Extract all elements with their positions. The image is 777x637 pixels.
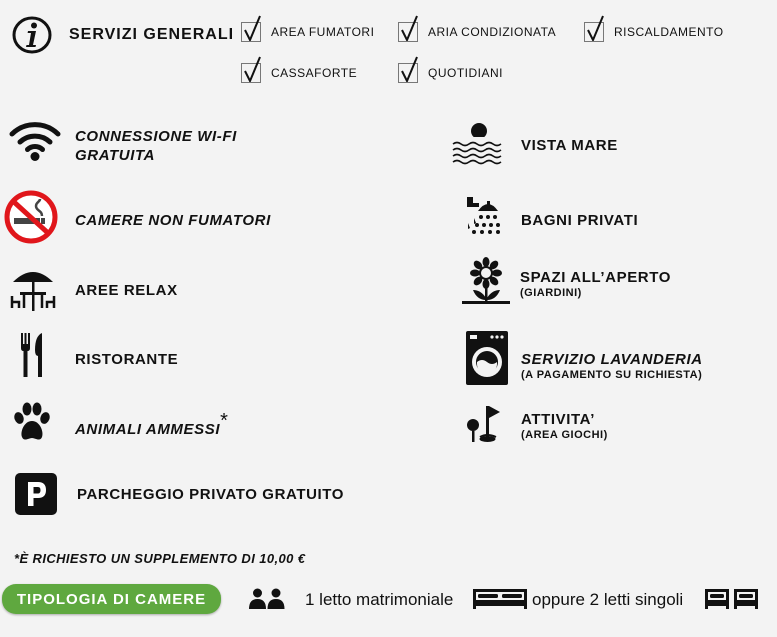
shower-icon xyxy=(464,195,506,235)
supplement-note: *È RICHIESTO UN SUPPLEMENTO DI 10,00 € xyxy=(14,551,306,566)
checkbox-checked-icon xyxy=(241,63,261,83)
check-quotidiani xyxy=(398,63,503,83)
general-services-title: SERVIZI GENERALI xyxy=(69,26,235,43)
double-bed-text: 1 letto matrimoniale xyxy=(305,590,454,609)
feature-outdoor-spaces: SPAZI ALL’APERTO (GIARDINI) xyxy=(520,269,672,299)
single-beds-text: oppure 2 letti singoli xyxy=(532,590,684,609)
feature-non-smoking: CAMERE NON FUMATORI xyxy=(75,212,271,229)
room-types-badge: TIPOLOGIA DI CAMERE xyxy=(2,584,221,614)
check-cassaforte xyxy=(241,63,357,83)
two-persons-icon xyxy=(249,588,285,610)
feature-sea-view: VISTA MARE xyxy=(521,137,618,154)
double-bed-icon xyxy=(472,588,528,610)
checkbox-checked-icon xyxy=(398,63,418,83)
check-label: AREA FUMATORI xyxy=(271,25,375,39)
checkbox-checked-icon xyxy=(398,22,418,42)
no-smoking-icon xyxy=(4,190,58,244)
single-bed-icon xyxy=(704,588,730,610)
footnote-asterisk: * xyxy=(220,410,229,432)
checkbox-checked-icon xyxy=(584,22,604,42)
feature-relax: AREE RELAX xyxy=(75,282,178,299)
check-label: ARIA CONDIZIONATA xyxy=(428,25,557,39)
check-aria-condizionata xyxy=(398,22,556,42)
info-icon xyxy=(12,16,52,54)
feature-pets: ANIMALI AMMESSI* xyxy=(75,410,229,438)
feature-wifi: CONNESSIONE WI-FI GRATUITA xyxy=(75,128,237,164)
feature-private-bathrooms: BAGNI PRIVATI xyxy=(521,212,639,229)
relax-umbrella-icon xyxy=(10,268,56,312)
feature-laundry: SERVIZIO LAVANDERIA (A PAGAMENTO SU RICHIESTA) xyxy=(521,351,703,381)
single-bed-icon xyxy=(733,588,759,610)
flower-icon xyxy=(461,256,511,306)
check-label: CASSAFORTE xyxy=(271,66,358,80)
feature-activities: ATTIVITA’ (AREA GIOCHI) xyxy=(521,411,608,441)
paw-icon xyxy=(13,402,51,442)
washing-machine-icon xyxy=(466,331,508,385)
check-label: RISCALDAMENTO xyxy=(614,25,724,39)
feature-restaurant: RISTORANTE xyxy=(75,351,179,368)
sea-view-icon xyxy=(451,121,507,165)
parking-icon xyxy=(15,473,57,515)
checkbox-checked-icon xyxy=(241,22,261,42)
check-label: QUOTIDIANI xyxy=(428,66,504,80)
feature-parking: PARCHEGGIO PRIVATO GRATUITO xyxy=(77,486,345,503)
playground-icon xyxy=(464,403,506,443)
check-area-fumatori xyxy=(241,22,374,42)
cutlery-icon xyxy=(20,332,48,378)
wifi-icon xyxy=(9,120,61,162)
check-riscaldamento xyxy=(584,22,724,42)
